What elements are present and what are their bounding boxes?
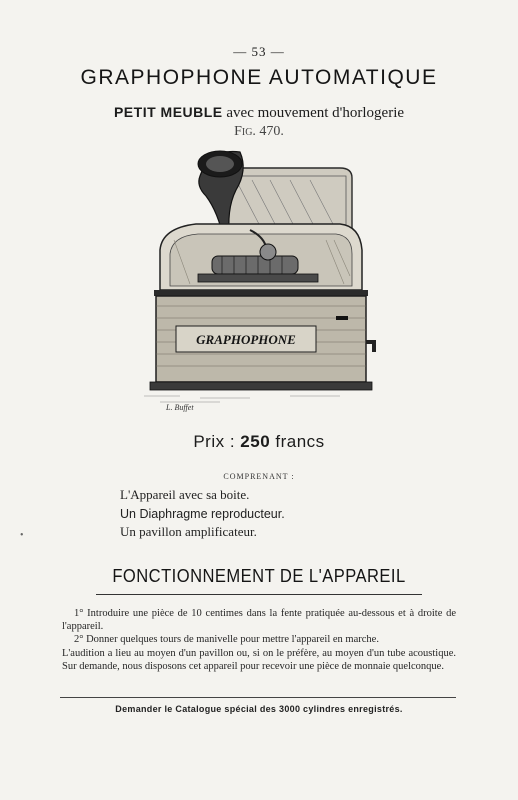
cabinet-body [154,290,368,296]
subtitle-rest: avec mouvement d'horlogerie [226,105,405,121]
contents-list [120,486,420,542]
subtitle [0,104,518,122]
figure-caption-text: Fig. 470. [234,124,284,139]
price-line [0,432,518,452]
page-title: GRAPHOPHONE AUTOMATIQUE [80,66,438,89]
figure-caption [0,124,518,140]
contents-heading: COMPRENANT : [223,472,295,481]
engraver-signature: L. Buffet [166,403,194,412]
section-rule [96,594,422,595]
stray-mark: • [20,530,24,541]
subtitle-bold: PETIT MEUBLE [113,104,223,120]
contents-item: L'Appareil avec sa boite. [120,487,250,502]
instruction-paragraph: 2° Donner quelques tours de manivelle pour mettre l'appareil en marche. [74,634,379,646]
footer-rule [60,697,456,698]
cylinder [212,256,298,274]
page-number: — 53 — [233,44,285,59]
contents-item: Un Diaphragme reproducteur. [120,506,285,521]
instruction-paragraph: L'audition a lieu au moyen d'un pavillon ou, si on le préfère, au moyen d'un tube acoustique. Sur demande, nous disposons cet appareil pour recevoir une pièce de monnaie quelconque. [62,647,456,672]
section-heading: FONCTIONNEMENT DE L'APPAREIL [112,566,406,586]
instructions [62,607,456,673]
price-amount: 250 [240,432,271,451]
instruction-paragraph: 1° Introduire une pièce de 10 centimes dans la fente pratiquée au-dessous et à droite de l'appareil. [62,608,456,633]
crank-handle [366,340,376,352]
price-currency: francs [275,432,325,451]
graphophone-illustration [140,140,380,422]
contents-item: Un pavillon amplificateur. [120,524,257,539]
price-label: Prix : [193,432,236,451]
footer-note: Demander le Catalogue spécial des 3000 cylindres enregistrés. [115,704,403,714]
cabinet-label: GRAPHOPHONE [196,332,296,347]
